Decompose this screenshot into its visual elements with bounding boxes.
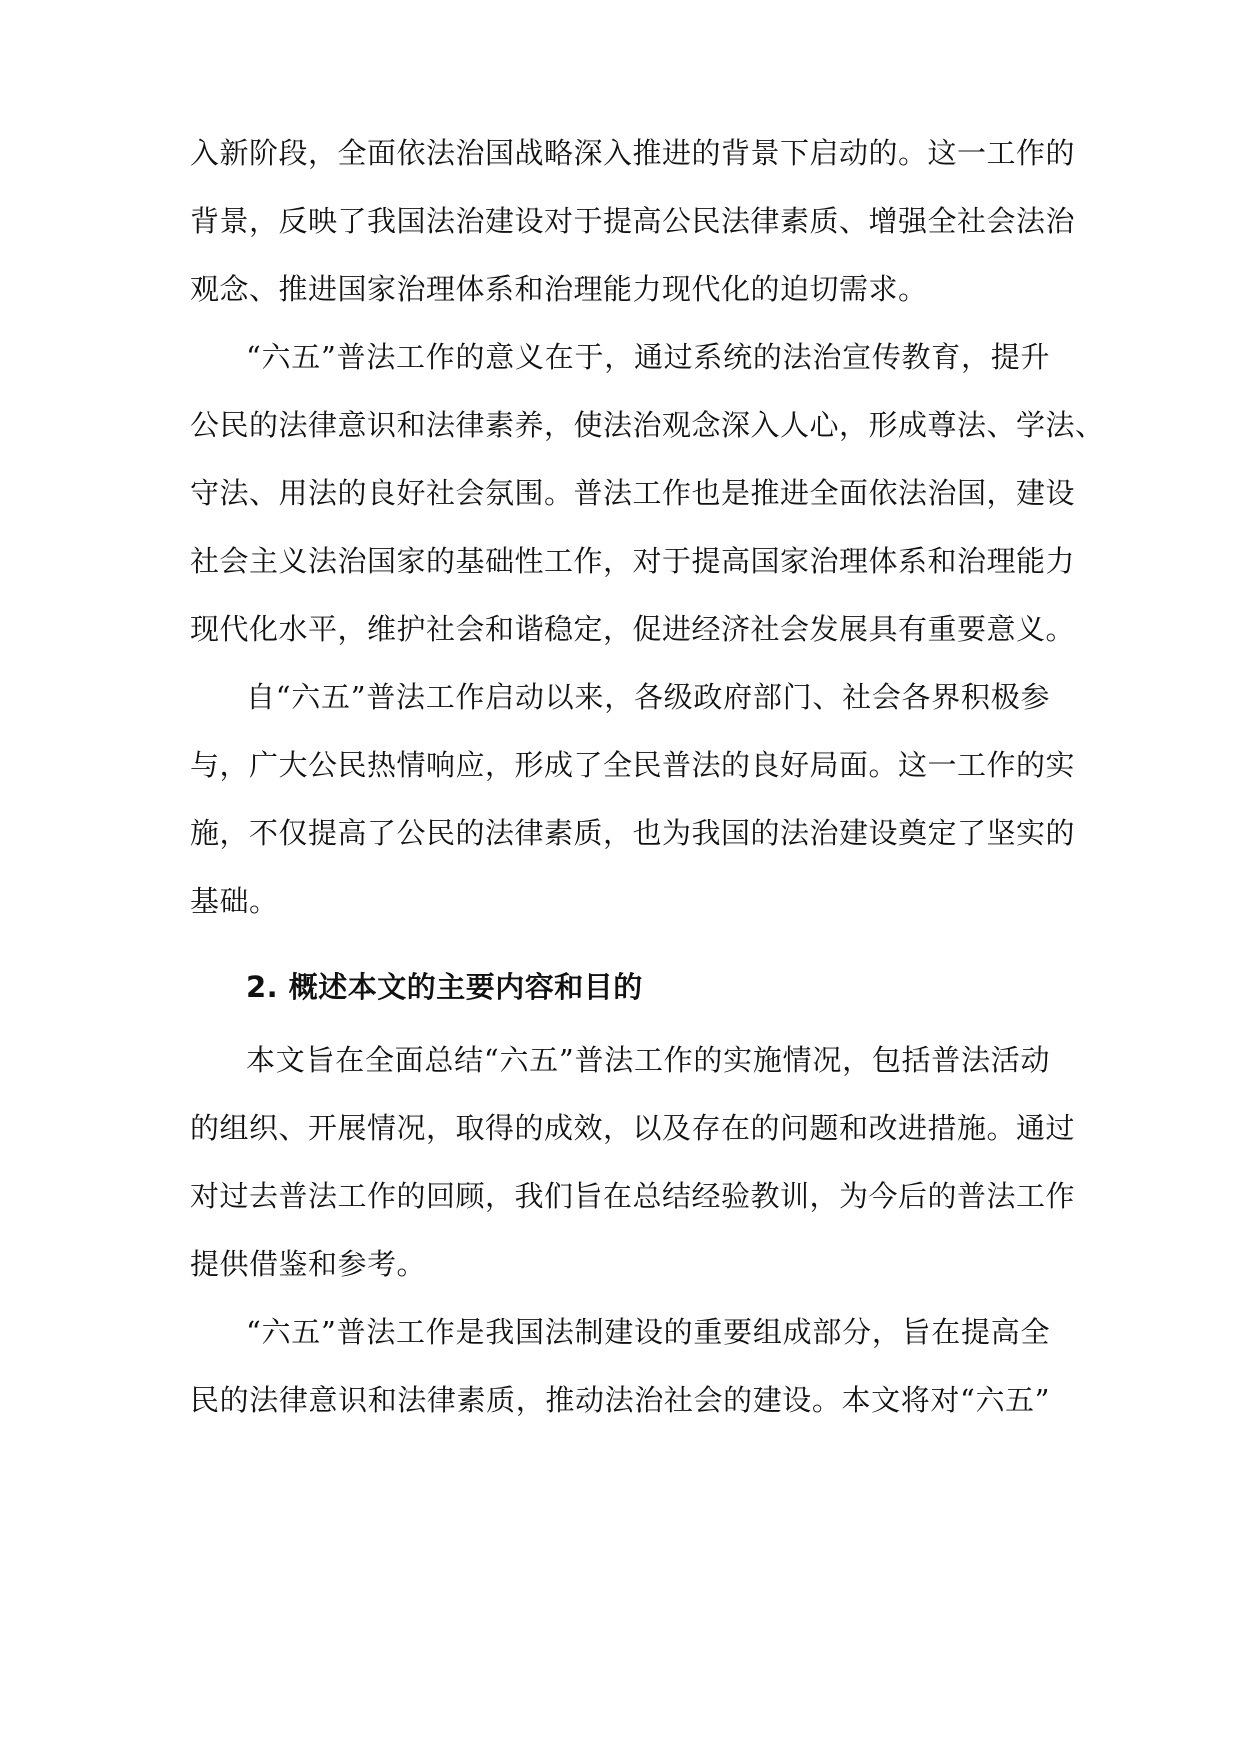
paragraph-2-line-4: 社会主义法治国家的基础性工作，对于提高国家治理体系和治理能力 — [190, 544, 1076, 578]
section-heading: 2. 概述本文的主要内容和目的 — [246, 970, 643, 1004]
paragraph-2-line-3: 守法、用法的良好社会氛围。普法工作也是推进全面依法治国，建设 — [190, 476, 1076, 510]
section-paragraph-1-line-1: 本文旨在全面总结“六五”普法工作的实施情况，包括普法活动 — [246, 1043, 1050, 1077]
paragraph-1-line-1: 入新阶段，全面依法治国战略深入推进的背景下启动的。这一工作的 — [190, 136, 1076, 170]
paragraph-3-line-1: 自“六五”普法工作启动以来，各级政府部门、社会各界积极参 — [246, 680, 1050, 714]
paragraph-2-line-1: “六五”普法工作的意义在于，通过系统的法治宣传教育，提升 — [246, 340, 1050, 374]
paragraph-1-line-2: 背景，反映了我国法治建设对于提高公民法律素质、增强全社会法治 — [190, 204, 1076, 238]
section-paragraph-1-line-2: 的组织、开展情况，取得的成效，以及存在的问题和改进措施。通过 — [190, 1111, 1076, 1145]
section-paragraph-1-line-4: 提供借鉴和参考。 — [190, 1247, 427, 1281]
section-paragraph-1-line-3: 对过去普法工作的回顾，我们旨在总结经验教训，为今后的普法工作 — [190, 1179, 1076, 1213]
paragraph-3-line-4: 基础。 — [190, 884, 279, 918]
paragraph-3-line-3: 施，不仅提高了公民的法律素质，也为我国的法治建设奠定了坚实的 — [190, 816, 1076, 850]
paragraph-1-line-3: 观念、推进国家治理体系和治理能力现代化的迫切需求。 — [190, 272, 928, 306]
paragraph-2-line-5: 现代化水平，维护社会和谐稳定，促进经济社会发展具有重要意义。 — [190, 612, 1076, 646]
section-paragraph-2-line-2: 民的法律意识和法律素质，推动法治社会的建设。本文将对“六五” — [190, 1383, 1050, 1417]
paragraph-2-line-2: 公民的法律意识和法律素养，使法治观念深入人心，形成尊法、学法、 — [190, 408, 1105, 442]
section-paragraph-2-line-1: “六五”普法工作是我国法制建设的重要组成部分，旨在提高全 — [246, 1315, 1050, 1349]
paragraph-3-line-2: 与，广大公民热情响应，形成了全民普法的良好局面。这一工作的实 — [190, 748, 1076, 782]
